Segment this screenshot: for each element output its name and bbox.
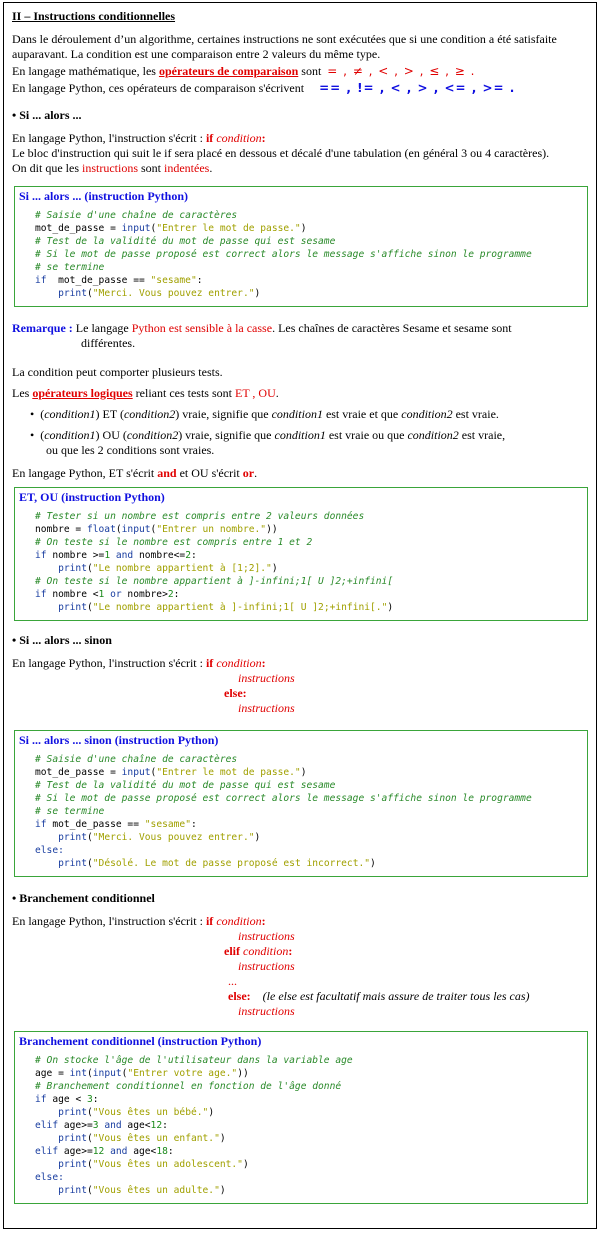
ellipsis: ...: [228, 974, 237, 988]
condition1: condition1: [44, 428, 96, 442]
condition2: condition2: [123, 407, 176, 421]
text: .: [254, 466, 258, 480]
code-token: (: [121, 1068, 128, 1079]
text: sont: [138, 161, 165, 175]
code-token: (: [87, 1159, 93, 1170]
code-string: "Vous êtes un bébé.": [92, 1107, 209, 1118]
code-token: ): [219, 1185, 226, 1196]
code-number: 1: [98, 589, 105, 600]
code-token: ): [300, 767, 307, 778]
condition1: condition1: [271, 407, 323, 421]
syntax-text: En langage Python, l'instruction s'écrit :: [12, 656, 206, 670]
code-keyword: int: [69, 1068, 87, 1079]
code-string: "Entrer votre age.": [127, 1068, 238, 1079]
code-token: (: [150, 767, 157, 778]
code-keyword: float: [86, 524, 116, 535]
code-token: nombre>: [121, 589, 168, 600]
code-token: (: [150, 223, 157, 234]
code-block: [35, 1054, 583, 1197]
si-alors-syntax: [12, 131, 588, 146]
else-keyword: else:: [224, 686, 247, 700]
code-indent: [35, 858, 58, 869]
code-number: 2: [185, 550, 191, 561]
code-keyword: elif: [35, 1120, 59, 1131]
code-comment: # se termine: [35, 806, 105, 817]
math-operators: = , ≠ , < , > , ≤ , ≥ .: [327, 64, 476, 78]
code-box-et-ou: [14, 487, 588, 621]
branchement-heading: • Branchement conditionnel: [12, 891, 155, 905]
code-token: age =: [35, 1068, 70, 1079]
colon: :: [261, 914, 266, 928]
code-number: 18: [156, 1146, 168, 1157]
code-token: mot_de_passe ==: [46, 819, 145, 830]
syntax-text: En langage Python, l'instruction s'écrit :: [12, 914, 206, 928]
code-token: :: [162, 1120, 168, 1131]
instructions-line: instructions: [238, 1004, 295, 1018]
code-indent: [35, 1107, 58, 1118]
python-operators-line: [12, 81, 588, 96]
else-line: [228, 989, 588, 1004]
code-token: :: [167, 1146, 174, 1157]
code-token: ): [387, 602, 394, 613]
intro-text: En langage mathématique, les: [12, 64, 159, 78]
code-keyword: or: [104, 589, 122, 600]
si-alors-heading: • Si ... alors ...: [12, 108, 82, 122]
remarque-paragraph: [12, 321, 588, 336]
code-comment: # On teste si le nombre est compris entre 1 et 2: [35, 537, 313, 548]
ou-bullet: • (condition1) OU (condition2) vraie, signifie que condition1 est vraie ou que condition2 est vraie,: [30, 428, 506, 442]
code-comment: # Test de la validité du mot de passe qui est sesame: [35, 236, 336, 247]
code-token: nombre <: [46, 589, 99, 600]
text: et OU s'écrit: [176, 466, 243, 480]
code-string: "Le nombre appartient à ]-infini;1[ U ]2;+infini[.": [92, 602, 388, 613]
code-indent: [35, 1133, 58, 1144]
and-keyword: and: [157, 466, 177, 480]
if-keyword: if: [205, 656, 217, 670]
code-keyword: print: [58, 1107, 87, 1118]
math-operators-line: [12, 64, 588, 79]
code-box-si-sinon: [14, 730, 588, 877]
text: est vraie et que: [322, 407, 402, 421]
code-token: nombre<=: [133, 550, 186, 561]
code-keyword: elif: [35, 1146, 59, 1157]
code-box-branchement: [14, 1031, 588, 1204]
code-comment: # se termine: [35, 262, 105, 273]
code-token: ): [208, 1107, 215, 1118]
branchement-syntax: [12, 914, 588, 929]
code-token: ): [242, 1159, 249, 1170]
text: reliant ces tests sont: [132, 386, 235, 400]
code-token: :: [190, 819, 197, 830]
code-block: [35, 209, 583, 300]
code-string: "Entrer un nombre.": [156, 524, 267, 535]
code-keyword: if: [35, 589, 47, 600]
case-sensitive-term: Python est sensible à la casse: [131, 321, 273, 335]
code-token: age <: [46, 1094, 87, 1105]
code-keyword: print: [58, 602, 87, 613]
code-token: age>=: [58, 1146, 93, 1157]
code-token: ): [370, 858, 376, 869]
code-number: 1: [104, 550, 111, 561]
et-ou-terms: ET , OU: [234, 386, 276, 400]
code-box-title: Si ... alors ... (instruction Python): [19, 189, 189, 203]
code-token: (: [87, 602, 93, 613]
code-comment: # On stocke l'âge de l'utilisateur dans la variable age: [35, 1055, 353, 1066]
elif-keyword: elif: [224, 944, 243, 958]
code-comment: # Saisie d'une chaîne de caractères: [35, 754, 238, 765]
code-token: (: [87, 1107, 93, 1118]
code-keyword: if: [35, 819, 47, 830]
code-token: ): [254, 288, 261, 299]
code-token: mot_de_passe ==: [46, 275, 151, 286]
code-number: 12: [92, 1146, 105, 1157]
code-token: (: [87, 563, 93, 574]
si-sinon-heading: • Si ... alors ... sinon: [12, 633, 112, 647]
code-string: "Merci. Vous pouvez entrer.": [92, 288, 255, 299]
code-token: (: [115, 524, 122, 535]
instructions-term: instructions: [82, 161, 138, 175]
code-box-title: Branchement conditionnel (instruction Python): [19, 1034, 262, 1048]
code-token: (: [87, 1133, 93, 1144]
elif-line: [224, 944, 588, 959]
remarque-line2: différentes.: [81, 336, 136, 350]
code-keyword: print: [58, 1133, 87, 1144]
intro-text: En langage Python, ces opérateurs de comparaison s'écrivent: [12, 81, 305, 95]
code-comment: # Si le mot de passe proposé est correct alors le message s'affiche sinon le programme: [35, 249, 532, 260]
text: On dit que les: [12, 161, 82, 175]
code-indent: [35, 288, 58, 299]
code-number: 12: [150, 1120, 163, 1131]
if-keyword: if: [205, 131, 217, 145]
code-string: "Entrer le mot de passe.": [156, 223, 301, 234]
section-title: II – Instructions conditionnelles: [12, 9, 176, 23]
code-keyword: print: [58, 288, 87, 299]
code-token: :: [92, 1094, 99, 1105]
code-comment: # Si le mot de passe proposé est correct alors le message s'affiche sinon le programme: [35, 793, 532, 804]
code-token: (: [87, 288, 93, 299]
code-comment: # Tester si un nombre est compris entre 2 valeurs données: [35, 511, 365, 522]
code-token: (: [87, 1185, 93, 1196]
text: En langage Python, ET s'écrit: [12, 466, 158, 480]
code-keyword: print: [58, 1185, 87, 1196]
code-keyword: and: [110, 550, 134, 561]
code-keyword: and: [98, 1120, 122, 1131]
code-string: "Merci. Vous pouvez entrer.": [92, 832, 255, 843]
remarque-label: Remarque :: [12, 321, 73, 335]
text: .: [209, 161, 213, 175]
code-token: mot_de_passe =: [35, 223, 122, 234]
code-string: "sesame": [144, 819, 191, 830]
code-string: "Vous êtes un adolescent.": [92, 1159, 243, 1170]
condition1: condition1: [274, 428, 326, 442]
code-keyword: if: [35, 550, 47, 561]
code-token: :: [173, 589, 180, 600]
code-box-title: ET, OU (instruction Python): [19, 490, 165, 504]
code-indent: [35, 563, 58, 574]
text: .: [275, 386, 279, 400]
document-page: [3, 2, 597, 1229]
code-token: (: [87, 858, 93, 869]
condition-word: condition: [243, 944, 289, 958]
else-keyword: else:: [228, 989, 251, 1003]
instructions-line: instructions: [238, 959, 295, 973]
code-string: "Vous êtes un enfant.": [92, 1133, 220, 1144]
code-comment: # Test de la validité du mot de passe qui est sesame: [35, 780, 336, 791]
code-keyword: print: [58, 1159, 87, 1170]
syntax-text: En langage Python, l'instruction s'écrit :: [12, 131, 206, 145]
else-note: (le else est facultatif mais assure de traiter tous les cas): [262, 989, 530, 1003]
code-keyword: if: [35, 275, 47, 286]
code-number: 2: [167, 589, 174, 600]
code-comment: # Branchement conditionnel en fonction de l'âge donné: [35, 1081, 342, 1092]
code-token: :: [190, 550, 197, 561]
code-keyword: else:: [35, 845, 64, 856]
code-indent: [35, 832, 58, 843]
colon: :: [261, 131, 266, 145]
or-keyword: or: [242, 466, 255, 480]
code-number: 3: [87, 1094, 93, 1105]
comparison-operators-term: opérateurs de comparaison: [158, 64, 299, 78]
indent-definition: [12, 161, 588, 176]
tests-intro: La condition peut comporter plusieurs tests.: [12, 365, 223, 379]
text: ) OU (: [95, 428, 127, 442]
condition-word: condition: [216, 656, 262, 670]
code-comment: # Saisie d'une chaîne de caractères: [35, 210, 238, 221]
text: Le langage: [72, 321, 132, 335]
code-keyword: and: [104, 1146, 128, 1157]
text: ) ET (: [95, 407, 124, 421]
code-box-title: Si ... alors ... sinon (instruction Python): [19, 733, 219, 747]
text: Les: [12, 386, 33, 400]
instructions-line: instructions: [238, 929, 295, 943]
si-sinon-syntax: [12, 656, 588, 671]
code-keyword: else:: [35, 1172, 64, 1183]
text: (: [40, 428, 45, 442]
instructions-line: instructions: [238, 671, 295, 685]
code-token: (: [86, 1068, 93, 1079]
text: (: [40, 407, 45, 421]
code-keyword: input: [92, 1068, 122, 1079]
condition1: condition1: [44, 407, 96, 421]
code-box-si-alors: [14, 186, 588, 307]
code-token: input: [121, 223, 151, 234]
code-token: (: [150, 524, 157, 535]
code-token: ): [254, 832, 261, 843]
code-indent: [35, 1159, 58, 1170]
code-keyword: input: [121, 524, 151, 535]
text: est vraie.: [452, 407, 499, 421]
code-token: age>=: [58, 1120, 93, 1131]
code-token: nombre =: [35, 524, 87, 535]
code-indent: [35, 602, 58, 613]
intro-paragraph: Dans le déroulement d’un algorithme, certaines instructions ne sont exécutées que si une condition a été satisfaite auparavant. La condition est une comparaison entre 2 valeurs du même type.: [12, 32, 557, 61]
indentees-term: indentées: [164, 161, 210, 175]
if-keyword: if: [205, 914, 217, 928]
code-token: )): [266, 524, 278, 535]
text: ) vraie, signifie que: [178, 428, 275, 442]
code-token: (: [87, 832, 93, 843]
colon: :: [288, 944, 293, 958]
condition2: condition2: [401, 407, 453, 421]
code-keyword: input: [121, 767, 151, 778]
ou-bullet-line2: ou que les 2 conditions sont vraies.: [46, 443, 215, 457]
indent-explanation: Le bloc d'instruction qui suit le if sera placé en dessous et décalé d'une tabulation (en général 3 ou 4 caractères).: [12, 146, 550, 160]
code-token: ): [300, 223, 307, 234]
code-keyword: print: [58, 832, 87, 843]
colon: :: [261, 656, 266, 670]
code-keyword: print: [58, 563, 87, 574]
text: est vraie ou que: [325, 428, 408, 442]
code-token: ): [219, 1133, 226, 1144]
code-string: "Vous êtes un adulte.": [92, 1185, 220, 1196]
python-operators: == , != , < , > , <= , >= .: [319, 81, 516, 95]
condition2: condition2: [126, 428, 179, 442]
code-token: age<: [121, 1120, 151, 1131]
condition2: condition2: [407, 428, 459, 442]
text: ) vraie, signifie que: [175, 407, 272, 421]
logical-operators-term: opérateurs logiques: [32, 386, 133, 400]
et-bullet: • (condition1) ET (condition2) vraie, signifie que condition1 est vraie et que condition2 est vraie.: [30, 407, 499, 421]
code-indent: [35, 1185, 58, 1196]
code-block: [35, 510, 583, 614]
text: est vraie,: [458, 428, 506, 442]
code-keyword: if: [35, 1094, 47, 1105]
and-or-python: [12, 466, 588, 481]
condition-word: condition: [216, 131, 262, 145]
code-token: nombre >=: [46, 550, 105, 561]
code-token: ): [271, 563, 278, 574]
code-string: "Entrer le mot de passe.": [156, 767, 301, 778]
condition-word: condition: [216, 914, 262, 928]
code-token: )): [237, 1068, 249, 1079]
code-string: "Le nombre appartient à [1;2].": [92, 563, 272, 574]
code-string: "sesame": [150, 275, 197, 286]
text: . Les chaînes de caractères Sesame et sesame sont: [272, 321, 512, 335]
code-token: age<: [127, 1146, 157, 1157]
code-token: :: [196, 275, 203, 286]
code-number: 3: [92, 1120, 99, 1131]
logical-operators-line: [12, 386, 588, 401]
instructions-line: instructions: [238, 701, 295, 715]
code-token: mot_de_passe =: [35, 767, 122, 778]
code-string: "Désolé. Le mot de passe proposé est incorrect.": [92, 858, 371, 869]
code-keyword: print: [58, 858, 87, 869]
code-block: [35, 753, 583, 870]
intro-text: sont: [298, 64, 325, 78]
code-comment: # On teste si le nombre appartient à ]-infini;1[ U ]2;+infini[: [35, 576, 394, 587]
